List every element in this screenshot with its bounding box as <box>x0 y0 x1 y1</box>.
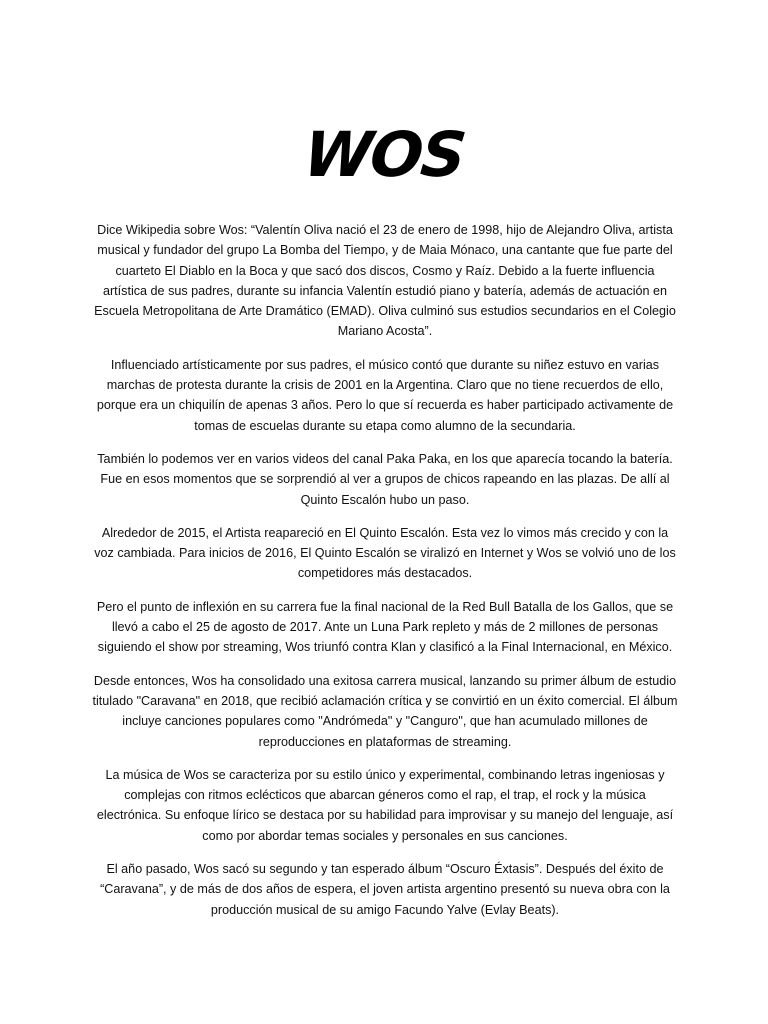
paragraph-6: Desde entonces, Wos ha consolidado una exitosa carrera musical, lanzando su primer álbum de estudio titulado "Caravana" en 2018, que recibió aclamación crítica y se convirtió en un éxito comercial. El álbum incluye canciones populares como "Andrómeda" y "Canguro", que han acumulado millones de reproducciones en plataformas de streaming. <box>92 673 678 749</box>
paragraph-3: También lo podemos ver en varios videos del canal Paka Paka, en los que aparecía tocando la batería. Fue en esos momentos que se sorprendió al ver a grupos de chicos rapeando en las plazas. De allí al Quinto Escalón hubo un paso. <box>97 451 673 507</box>
wos-logo: WOS <box>300 118 468 191</box>
paragraph-5: Pero el punto de inflexión en su carrera fue la final nacional de la Red Bull Batalla de los Gallos, que se llevó a cabo el 25 de agosto de 2017. Ante un Luna Park repleto y más de 2 millones de personas siguiendo el show por streaming, Wos triunfó contra Klan y clasificó a la Final Internacional, en México. <box>96 599 674 655</box>
paragraph-1: Dice Wikipedia sobre Wos: “Valentín Oliva nació el 23 de enero de 1998, hijo de Alejandro Oliva, artista musical y fundador del grupo La Bomba del Tiempo, y de Maia Mónaco, una cantante que fue parte del cuarteto El Diablo en la Boca y que sacó dos discos, Cosmo y Raíz. Debido a la fuerte influencia artística de sus padres, durante su infancia Valentín estudió piano y batería, además de actuación en Escuela Metropolitana de Arte Dramático (EMAD). Oliva culminó sus estudios secundarios en el Colegio Mariano Acosta”. <box>94 223 676 339</box>
paragraph-8: El año pasado, Wos sacó su segundo y tan esperado álbum “Oscuro Éxtasis”. Después del éxito de “Caravana”, y de más de dos años de espera, el joven artista argentino presentó su nueva obra con la producción musical de su amigo Facundo Yalve (Evlay Beats). <box>100 862 670 917</box>
paragraph-4: Alrededor de 2015, el Artista reapareció en El Quinto Escalón. Esta vez lo vimos más crecido y con la voz cambiada. Para inicios de 2016, El Quinto Escalón se viralizó en Internet y Wos se volvió uno de los competidores más destacados. <box>94 525 676 581</box>
paragraph-2: Influenciado artísticamente por sus padres, el músico contó que durante su niñez estuvo en varias marchas de protesta durante la crisis de 2001 en la Argentina. Claro que no tiene recuerdos de ello, porque era un chiquilín de apenas 3 años. Pero lo que sí recuerda es haber participado activamente de tomas de escuelas durante su etapa como alumno de la secundaria. <box>96 357 674 433</box>
paragraph-7: La música de Wos se caracteriza por su estilo único y experimental, combinando letras ingeniosas y complejas con ritmos eclécticos que abarcan géneros como el rap, el trap, el rock y la música electrónica. Su enfoque lírico se destaca por su habilidad para improvisar y su manejo del lenguaje, así como por abordar temas sociales y personales en sus canciones. <box>96 767 674 843</box>
document-body <box>92 220 678 933</box>
